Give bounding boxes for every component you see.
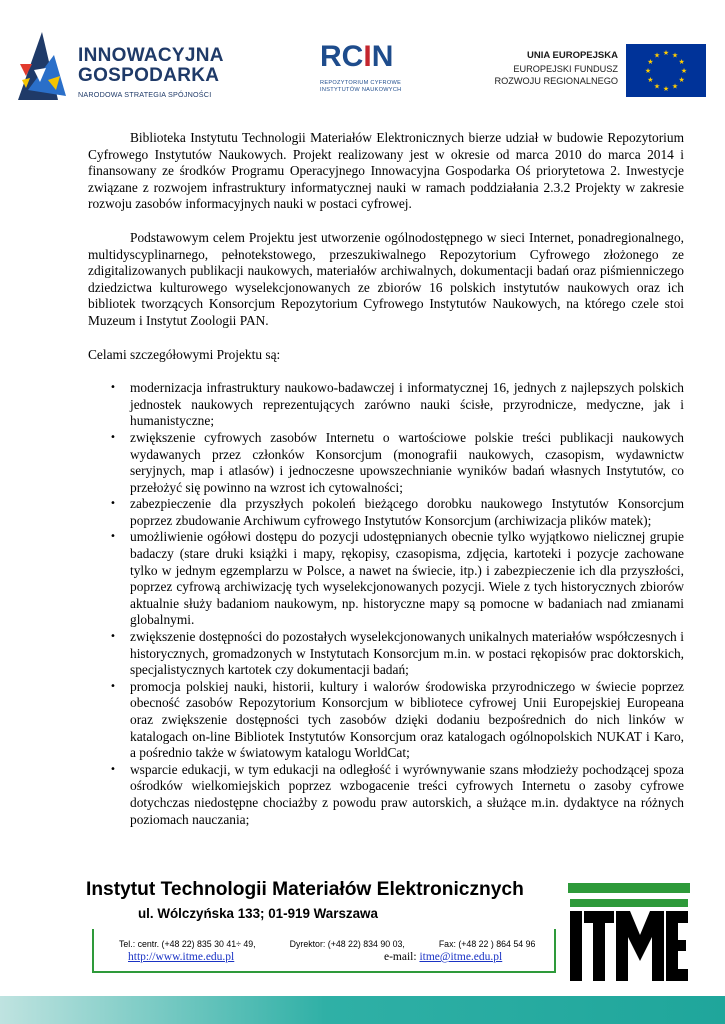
innowacyjna-gospodarka-emblem-icon [18,30,73,100]
itme-logo [568,883,690,985]
list-item: • modernizacja infrastruktury naukowo-badawczej i informatycznej 16, jednych z najlepszych polskich jednostek naukowych reprezentujących zarówno nauki ścisłe, przyrodnicze, medyczne, jak i humanistyczne; [88,380,684,430]
footer-dyrektor: Dyrektor: (+48 22) 834 90 03, [289,939,405,949]
rcin-logo [318,40,418,100]
eu-flag-icon [626,44,706,97]
footer-address: ul. Wólczyńska 133; 01-919 Warszawa [138,906,378,921]
list-item: • wsparcie edukacji, w tym edukacji na odległość i wyrównywanie szans młodzieży pochodzącej spoza ośrodków wielkomiejskich poprzez wzbogacenie treści cyfrowych Internetu o zasoby cyfrowe dotychczas niedostępne chociażby z powodu praw autorskich, a służące m.in. dydaktyce na różnych poziomach nauczania; [88,762,684,828]
footer-tel: Tel.: centr. (+48 22) 835 30 41÷ 49, [119,939,256,949]
list-item: • promocja polskiej nauki, historii, kultury i walorów środowiska przyrodniczego w świecie poprzez obecność zasobów Repozytorium Konsorcjum w bibliotece cyfrowej Unii Europejskiej Europeana oraz zwiększenie dostępności tych zasobów dzięki dodaniu bezpośrednich do nich linków w katalogach on-line Bibliotek Instytutów Konsorcjum oraz katalogach ogólnopolskich NUKAT i Karo, a pośrednio także w światowym katalogu WorldCat; [88,679,684,762]
rcin-wordmark: RCIN [320,40,394,73]
list-item: • zabezpieczenie dla przyszłych pokoleń bieżącego dorobku naukowego Instytutów Konsorcjum poprzez zbudowanie Archiwum cyfrowego Instytutów Konsorcjum (archiwizacja plików matek); [88,496,684,529]
eu-line2: EUROPEJSKI FUNDUSZ [513,64,618,74]
paragraph-intro: Biblioteka Instytutu Technologii Materiałów Elektronicznych bierze udział w budowie Repozytorium Cyfrowego Instytutów Naukowych. Projekt realizowany jest w okresie od marca 2010 do marca 2014 i finansowany ze środków Programu Operacyjnego Innowacyjna Gospodarka Oś priorytetowa 2. Inwestycje związane z rozwojem infrastruktury informatycznej nauki w ramach poddziałania 2.3.2 Projekty w zakresie rozwoju zasobów informacyjnych nauki w postaci cyfrowej. [88,130,684,212]
svg-text:★: ★ [647,76,654,84]
ig-line2: GOSPODARKA [78,65,220,86]
svg-text:★: ★ [647,58,654,66]
svg-text:★: ★ [662,85,670,93]
paragraph-goal: Podstawowym celem Projektu jest utworzenie ogólnodostępnego w sieci Internet, ponadregionalnego, multidyscyplinarnego, pełnotekstowego, przeszukiwalnego Repozytorium Cyfrowego złożonego ze zdigitalizowanych publikacji naukowych, materiałów archiwalnych, dokumentacji badań oraz piśmienniczego dziedzictwa kulturowego wyselekcjonowanych ze zbiorów 16 polskich instytutów naukowych oraz ich bibliotek tworzących Konsorcjum Repozytorium Cyfrowego Instytutów Naukowych, na którego czele stoi Muzeum i Instytut Zoologii PAN. [88,229,684,328]
list-item: • zwiększenie dostępności do pozostałych wyselekcjonowanych unikalnych materiałów współczesnych i historycznych, gromadzonych w Instytutach Konsorcjum m.in. w postaci rękopisów prac doktorskich, specjalistycznych kartotek czy dokumentacji badań; [88,629,684,679]
document-body [88,130,684,828]
rcin-subtitle-1: REPOZYTORIUM CYFROWE [320,80,402,86]
eu-line1: UNIA EUROPEJSKA [527,50,618,61]
ig-line1: INNOWACYJNA [78,45,224,66]
ig-line3: NARODOWA STRATEGIA SPÓJNOŚCI [78,90,212,99]
svg-text:★: ★ [644,67,652,75]
footer-email [384,951,502,963]
paragraph-objectives-heading: Celami szczegółowymi Projektu są: [88,346,281,362]
footer-fax: Fax: (+48 22 ) 864 54 96 [438,939,536,949]
svg-text:★: ★ [653,82,661,91]
footer-website-link[interactable]: http://www.itme.edu.pl [128,951,235,963]
svg-text:★: ★ [662,49,670,57]
svg-text:★: ★ [653,51,661,60]
svg-text:★: ★ [671,82,679,91]
svg-text:★: ★ [678,58,685,66]
svg-text:★: ★ [678,76,685,84]
footer-institute-name: Instytut Technologii Materiałów Elektronicznych [86,879,524,900]
footer-email-label: e-mail: [384,951,417,963]
list-item: • umożliwienie ogółowi dostępu do pozycji udostępnianych obecnie tylko wyjątkowo nielicznej grupie badaczy (stare druki książki i mapy, rękopisy, czasopisma, zdjęcia, kartoteki i pozycje zachowane tylko w jednym egzemplarzu w Polsce, a nawet na świecie, itp.) i zabezpieczenie ich dla przyszłości, poprzez cyfrową archiwizację tych wyselekcjonowanych pozycji. Wiele z tych historycznych zbiorów aktualnie służy badaniom naukowym, np. historyczne mapy są pomocne w badaniach nad zmianami globalnymi. [88,529,684,629]
innowacyjna-gospodarka-logo [18,30,248,100]
list-item: • zwiększenie cyfrowych zasobów Internetu o wartościowe polskie treści publikacji naukowych wydawanych przez członków Konsorcjum (monografii naukowych, czasopism, wydawnictw seryjnych, map i atlasów) i jednoczesne upowszechnianie wyników badań własnych Instytutów, co przełożyć się powinno na wzrost ich cytowalności; [88,430,684,496]
bottom-decorative-bar [0,996,725,1024]
footer-email-link[interactable]: itme@itme.edu.pl [419,951,503,963]
svg-text:★: ★ [680,67,688,75]
eu-logo-block [484,44,706,96]
objectives-list [88,380,684,828]
footer-contact-box [92,929,556,973]
svg-text:★: ★ [671,51,679,60]
eu-line3: ROZWOJU REGIONALNEGO [494,76,618,86]
rcin-subtitle-2: INSTYTUTÓW NAUKOWYCH [320,87,402,93]
footer-phone-line [119,939,569,949]
